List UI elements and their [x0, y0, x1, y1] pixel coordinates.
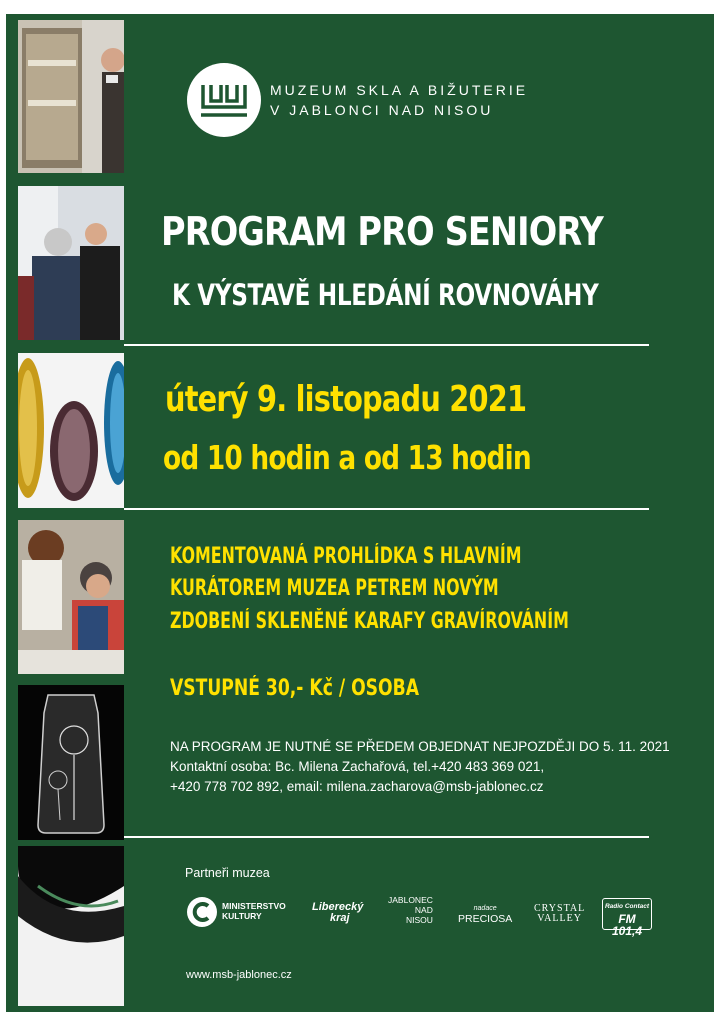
partner-ministry-of-culture: MINISTERSTVO KULTURY: [222, 901, 286, 921]
photo-engraved-carafe: [18, 685, 124, 840]
museum-name: [270, 80, 528, 120]
event-time: od 10 hodin a od 13 hodin: [163, 438, 531, 477]
program-line-2: KURÁTOREM MUZEA PETREM NOVÝM: [170, 576, 499, 601]
poster: [6, 14, 714, 1012]
photo-glass-detail: [18, 846, 124, 1006]
partner-preciosa-foundation: nadace PRECIOSA: [458, 905, 513, 925]
divider: [124, 508, 649, 510]
contact-line-1: Kontaktní osoba: Bc. Milena Zachařová, tel.+420 483 369 021,: [170, 759, 545, 774]
photo-exhibition-showcase: [18, 20, 124, 173]
photo-visitors: [18, 186, 124, 340]
partner-crystal-valley: CRYSTAL VALLEY: [534, 903, 586, 924]
partners-label: Partneři muzea: [185, 866, 270, 880]
page-subtitle: K VÝSTAVĚ HLEDÁNÍ ROVNOVÁHY: [172, 278, 599, 312]
museum-name-line1: MUZEUM SKLA A BIŽUTERIE: [270, 82, 529, 98]
partner-jablonec-city: JABLONEC NAD NISOU: [388, 895, 433, 925]
program-line-3: ZDOBENÍ SKLENĚNÉ KARAFY GRAVÍROVÁNÍM: [170, 609, 569, 634]
divider: [124, 344, 649, 346]
page-title: PROGRAM PRO SENIORY: [161, 210, 603, 255]
photo-engraving-workshop: [18, 520, 124, 674]
admission-fee: VSTUPNÉ 30,- Kč / OSOBA: [170, 676, 419, 701]
booking-note: NA PROGRAM JE NUTNÉ SE PŘEDEM OBJEDNAT NEJPOZDĚJI DO 5. 11. 2021: [170, 739, 670, 754]
museum-name-line2: V JABLONCI NAD NISOU: [270, 102, 494, 118]
partner-liberec-region: Liberecký kraj: [312, 901, 364, 924]
website-link[interactable]: www.msb-jablonec.cz: [186, 969, 292, 981]
ministry-logo-icon: [186, 896, 218, 928]
event-date: úterý 9. listopadu 2021: [165, 379, 527, 420]
partner-radio-contact: Radio Contact FM 101,4: [602, 898, 652, 930]
contact-line-2: +420 778 702 892, email: milena.zacharova@msb-jablonec.cz: [170, 779, 544, 794]
program-line-1: KOMENTOVANÁ PROHLÍDKA S HLAVNÍM: [170, 544, 522, 569]
photo-glass-vases: [18, 353, 124, 508]
museum-logo-icon: [187, 63, 261, 137]
divider: [124, 836, 649, 838]
